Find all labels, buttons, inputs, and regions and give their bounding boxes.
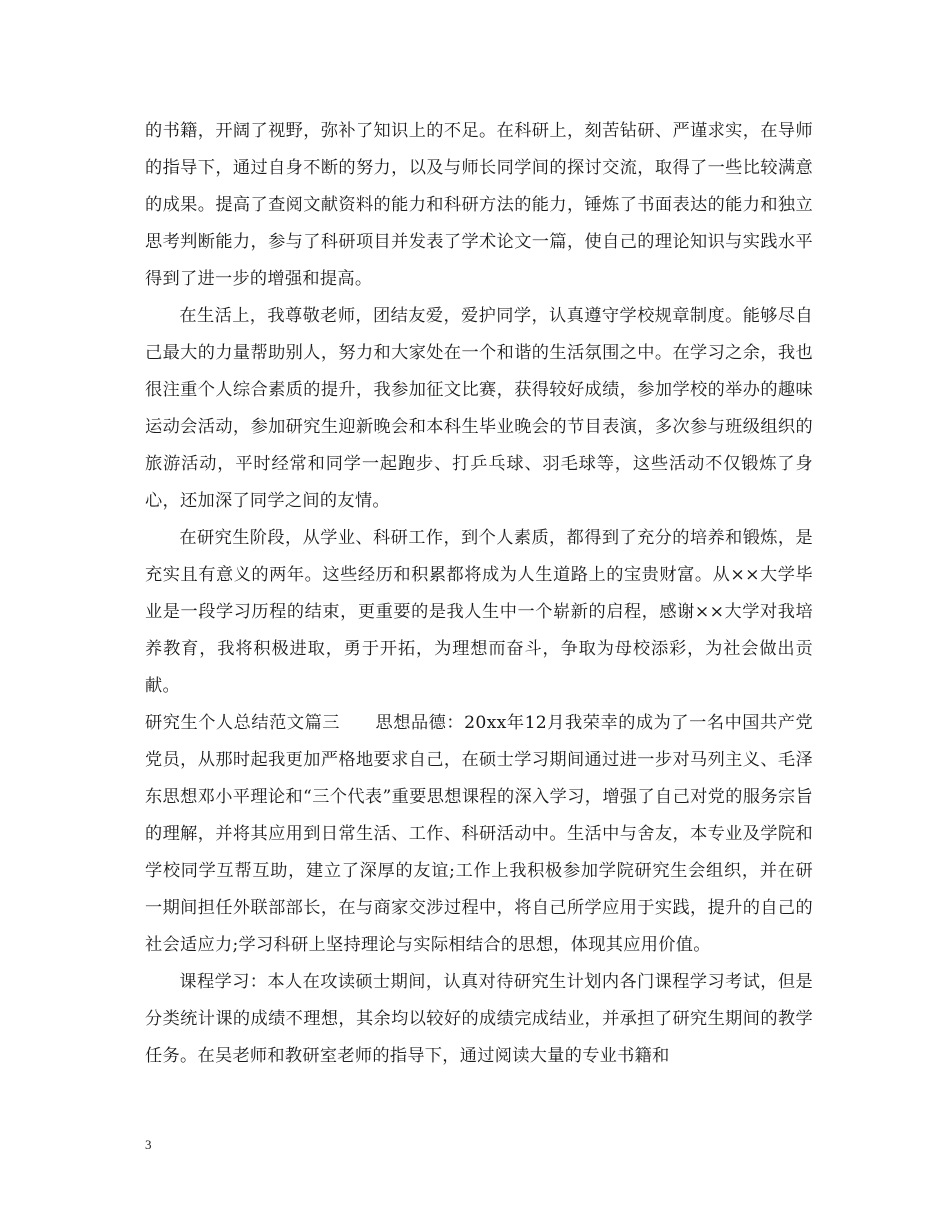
paragraph-continuation: 的书籍，开阔了视野，弥补了知识上的不足。在科研上，刻苦钻研、严谨求实，在导师的指导下，通过自身不断的努力，以及与师长同学间的探讨交流，取得了一些比较满意的成果。提高了查阅文献资料的能力和科研方法的能力，锤炼了书面表达的能力和独立思考判断能力，参与了科研项目并发表了学术论文一篇，使自己的理论知识与实践水平得到了进一步的增强和提高。 <box>145 121 813 289</box>
paragraph-sample-three: 研究生个人总结范文篇三 思想品德：20xx年12月我荣幸的成为了一名中国共产党党员，从那时起我更加严格地要求自己，在硕士学习期间通过进一步对马列主义、毛泽东思想邓小平理论和“三个代表”重要思想课程的深入学习，增强了自己对党的服务宗旨的理解，并将其应用到日常生活、工作、科研活动中。生活中与舍友，本专业及学院和学校同学互帮互助，建立了深厚的友谊;工作上我积极参加学院研究生会组织，并在研一期间担任外联部部长，在与商家交涉过程中，将自己所学应用于实践，提升的自己的社会适应力;学习科研上坚持理论与实际相结合的思想，体现其应用价值。 <box>145 713 813 955</box>
paragraph-life: 在生活上，我尊敬老师，团结友爱，爱护同学，认真遵守学校规章制度。能够尽自己最大的力量帮助别人，努力和大家处在一个和谐的生活氛围之中。在学习之余，我也很注重个人综合素质的提升，我参加征文比赛，获得较好成绩，参加学校的举办的趣味运动会活动，参加研究生迎新晚会和本科生毕业晚会的节目表演，多次参与班级组织的旅游活动，平时经常和同学一起跑步、打乒乓球、羽毛球等，这些活动不仅锻炼了身心，还加深了同学之间的友情。 <box>145 306 813 511</box>
paragraph-graduate-stage: 在研究生阶段，从学业、科研工作，到个人素质，都得到了充分的培养和锻炼，是充实且有意义的两年。这些经历和积累都将成为人生道路上的宝贵财富。从××大学毕业是一段学习历程的结束，更重要的是我人生中一个崭新的启程，感谢××大学对我培养教育，我将积极进取，勇于开拓，为理想而奋斗，争取为母校添彩，为社会做出贡献。 <box>145 528 813 696</box>
paragraph-coursework: 课程学习：本人在攻读硕士期间，认真对待研究生计划内各门课程学习考试，但是分类统计课的成绩不理想，其余均以较好的成绩完成结业，并承担了研究生期间的教学任务。在吴老师和教研室老师的指导下，通过阅读大量的专业书籍和 <box>145 972 813 1066</box>
page-number: 3 <box>145 1137 152 1152</box>
document-body <box>145 113 813 1075</box>
